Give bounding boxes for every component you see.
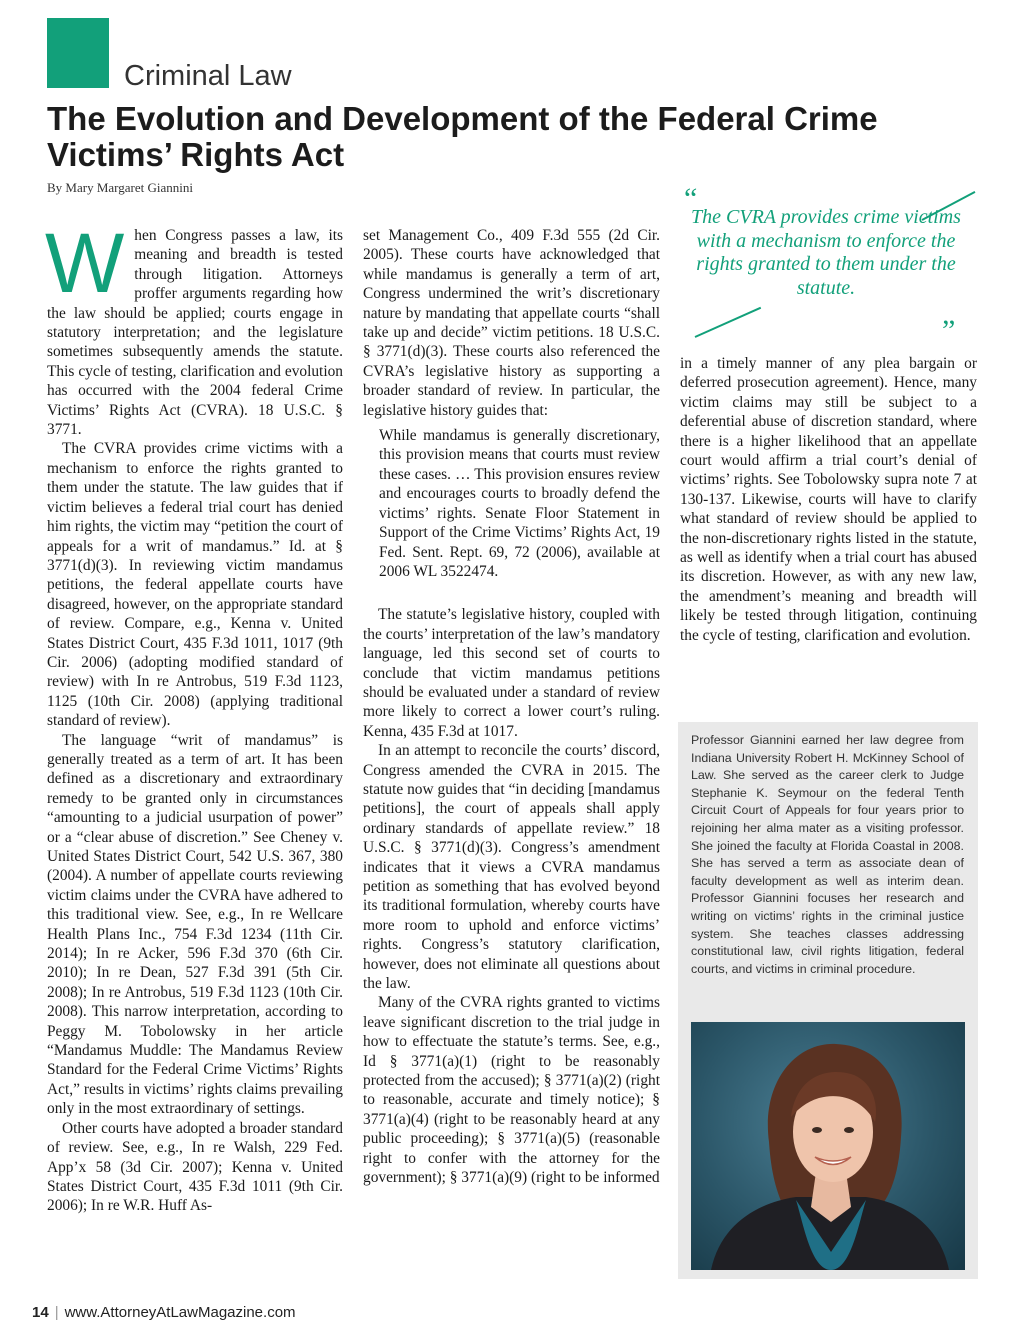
paragraph: Other courts have adopted a broader standard of review. See, e.g., In re Walsh, 229 Fed. App’x 58 (3d Cir. 2007); Kenna v. United States District Court, 435 F.3d 1011 (9th Cir. 2006); In re W.R. Huff As- xyxy=(47,1119,343,1215)
article-column-3 xyxy=(680,354,977,645)
footer-website: www.AttorneyAtLawMagazine.com xyxy=(64,1304,296,1321)
footer-separator: | xyxy=(54,1304,59,1321)
drop-cap: W xyxy=(45,216,125,310)
article-column-1 xyxy=(45,216,343,1216)
paragraph: When Congress passes a law, its meaning and breadth is tested through litigation. Attorneys proffer arguments regarding how the law should be applied; courts engage in statutory interpretation; and the legislature sometimes subsequently amends the statute. This cycle of testing, clarification and evolution has occurred with the 2004 federal Crime Victims’ Rights Act (CVRA). 18 U.S.C. § 3771. xyxy=(45,216,343,439)
paragraph: set Management Co., 409 F.3d 555 (2d Cir. 2005). These courts have acknowledged that while mandamus is generally a term of art, Congress undermined the writ’s discretionary nature by mandating that appellate courts “shall take up and decide” victim petitions. 18 U.S.C. § 3771(d)(3). These courts also referenced the CVRA’s legislative history as supporting a broader standard of review. In particular, the legislative history guides that: xyxy=(363,227,660,419)
pull-quote-rule xyxy=(695,307,762,338)
paragraph: In an attempt to reconcile the courts’ discord, Congress amended the CVRA in 2015. The statute now guides that “in deciding [mandamus petitions], the court of appeals shall apply ordinary standards of appellate review.” 18 U.S.C. § 3771(d)(3). Congress’s amendment indicates that it views a CVRA mandamus petition as something that has evolved beyond its traditional formulation, whereby courts have more room to uphold and enforce victims’ rights. Congress’s statutory clarification, however, does not eliminate all questions about the law. xyxy=(363,742,660,993)
article-column-2 xyxy=(363,226,660,1188)
page-footer xyxy=(32,1304,296,1321)
author-portrait-illustration xyxy=(691,1022,965,1270)
section-label: Criminal Law xyxy=(124,60,292,92)
paragraph: The language “writ of mandamus” is generally treated as a term of art. It has been defined as a discretionary and extraordinary remedy to be granted only in circumstances “amounting to a judicial usurpation of power” or a “clear abuse of discretion.” See Cheney v. United States District Court, 542 U.S. 367, 380 (2004). A number of appellate courts reviewing victim claims under the CVRA have adhered to this traditional view. See, e.g., In re Wellcare Health Plans Inc., 754 F.3d 1234 (11th Cir. 2014); In re Acker, 596 F.3d 370 (6th Cir. 2010); In re Dean, 527 F.3d 391 (5th Cir. 2008); In re Antrobus, 519 F.3d 1123 (10th Cir. 2008). This narrow interpretation, according to Peggy M. Tobolowsky in her article “Mandamus Muddle: The Mandamus Review Standard for the Federal Crime Victims’ Rights Act,” results in victims’ rights claims prevailing only in the most extraordinary of settings. xyxy=(47,731,343,1118)
paragraph: in a timely manner of any plea bargain or deferred prosecution agreement). Hence, many victim claims may still be subject to a deferential abuse of discretion standard, where there is a higher likelihood that an appellate court would affirm a trial court’s denial of victims’ rights. See Tobolowsky supra note 7 at 130-137. Likewise, courts will have to clarify what standard of review should be applied to the non-discretionary rights listed in the statute, as well as identify when a trial court has abused its discretion. However, as with any new law, the amendment’s meaning and breadth will likely be tested through litigation, continuing the cycle of testing, clarification and evolution. xyxy=(680,355,977,644)
close-quote-mark: ” xyxy=(942,314,956,347)
article-title: The Evolution and Development of the Federal Crime Victims’ Rights Act xyxy=(47,100,878,173)
pull-quote-text: The CVRA provides crime victims with a mechanism to enforce the rights granted to them under the statute. xyxy=(691,206,961,299)
author-bio-text: Professor Giannini earned her law degree from Indiana University Robert H. McKinney School of Law. She served as the career clerk to Judge Stephanie K. Seymour on the federal Tenth Circuit Court of Appeals for four years prior to rejoining her alma mater as a visiting professor. She joined the faculty at Florida Coastal in 2008. She has served a term as associate dean of faculty development as well as interim dean. Professor Giannini focuses her research and writing on victims’ rights in the criminal justice system. She teaches classes addressing constitutional law, civil rights litigation, federal courts, and victims in criminal procedure. xyxy=(691,733,964,976)
paragraph: The statute’s legislative history, coupled with the courts’ interpretation of the law’s mandatory language, led this second set of courts to conclude that victim mandamus petitions should be evaluated under a standard of review more likely to correct a lower court’s ruling. Kenna, 435 F.3d at 1017. xyxy=(363,606,660,740)
open-quote-mark: “ xyxy=(684,182,698,215)
paragraph: The CVRA provides crime victims with a mechanism to enforce the rights granted to them under the statute. The law guides that if victim believes a federal trial court has denied him rights, the victim may “petition the court of appeals for a writ of mandamus.” Id. at § 3771(d)(3). In reviewing victim mandamus petitions, the federal appellate courts have disagreed, however, on the appropriate standard of review. Compare, e.g., Kenna v. United States District Court, 435 F.3d 1011, 1017 (9th Cir. 2006) (adopting modified standard of review) with In re Antrobus, 519 F.3d 1123, 1125 (10th Cir. 2008) (applying traditional standard of review). xyxy=(47,440,343,730)
block-quote: While mandamus is generally discretionary, this provision means that courts must review these cases. … This provision ensures review and encourages courts to broadly defend the victims’ rights. Senate Floor Statement in Support of the Crime Victims’ Rights Act, 19 Fed. Sent. Rept. 69, 72 (2006), available at 2006 WL 3522474. xyxy=(379,427,660,580)
page-number: 14 xyxy=(32,1304,49,1321)
paragraph: Many of the CVRA rights granted to victims leave significant discretion to the trial judge in how to effectuate the statute’s terms. See, e.g., Id § 3771(a)(1) (right to be reasonably protected from the accused); § 3771(a)(2) (right to reasonable, accurate and timely notice); § 3771(a)(4) (right to be reasonably heard at any public proceeding); § 3771(a)(5) (reasonable right to confer with the attorney for the government); § 3771(a)(9) (right to be informed xyxy=(363,994,660,1187)
author-photo xyxy=(691,1022,965,1270)
author-bio-box xyxy=(678,722,978,1279)
byline: By Mary Margaret Giannini xyxy=(47,180,193,195)
section-color-block xyxy=(47,18,109,88)
pull-quote xyxy=(684,182,980,350)
